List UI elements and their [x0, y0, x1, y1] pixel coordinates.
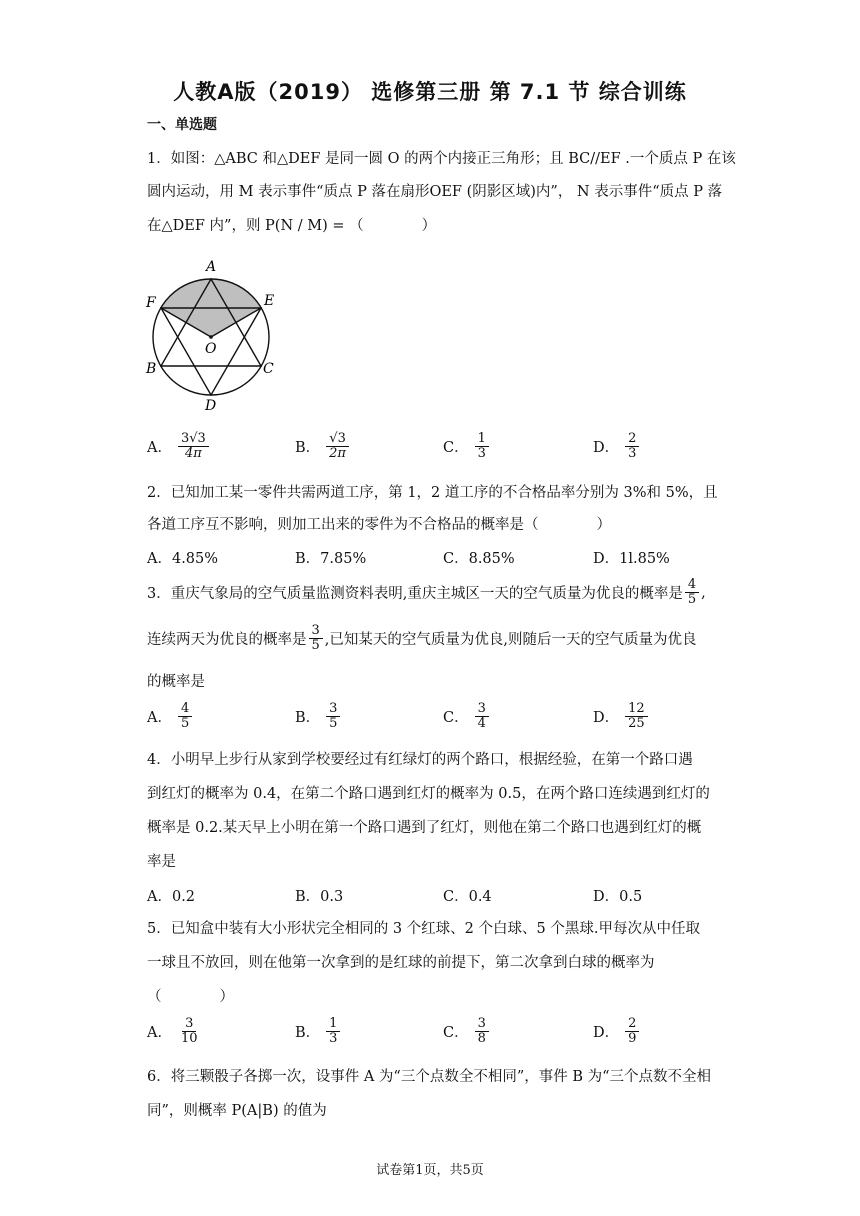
fraction: $\frac{4}{5}$ — [685, 578, 699, 608]
q3-line-1: 3．重庆气象局的空气质量监测资料表明,重庆主城区一天的空气质量为优良的概率是 $\frac{4}{5}$ , — [147, 577, 706, 608]
q5-option-d[interactable]: D． $\frac{2}{9}$ — [593, 1017, 641, 1047]
q4-line-1: 4．小明早上步行从家到学校要经过有红绿灯的两个路口，根据经验，在第一个路口遇 — [147, 752, 693, 768]
fraction: $\frac{3}{5}$ — [326, 702, 340, 732]
q4-option-a[interactable]: A．0.2 — [147, 889, 196, 905]
fraction: $\frac{3}{5}$ — [309, 624, 323, 654]
q4-option-c[interactable]: C．0.4 — [443, 889, 492, 905]
fraction: $\frac{3√3}{4\pi}$ — [178, 432, 209, 462]
q2-line-1: 2．已知加工某一零件共需两道工序，第 1，2 道工序的不合格品率分别为 3%和 5%，且 — [147, 485, 718, 501]
q2-option-c[interactable]: C．8.85% — [443, 551, 515, 567]
q1-option-c[interactable]: C． $\frac{1}{3}$ — [443, 432, 491, 462]
q5-line-3: （ ） — [147, 989, 234, 1005]
q3-option-a[interactable]: A． $\frac{4}{5}$ — [147, 702, 194, 732]
q5-option-a[interactable]: A． $\frac{3}{10}$ — [147, 1017, 203, 1047]
q4-option-d[interactable]: D．0.5 — [593, 889, 643, 905]
q5-line-1: 5．已知盒中装有大小形状完全相同的 3 个红球、2 个白球、5 个黑球.甲每次从中任取 — [147, 921, 700, 937]
fraction: $\frac{1}{3}$ — [475, 432, 489, 462]
q4-line-3: 概率是 0.2.某天早上小明在第一个路口遇到了红灯，则他在第二个路口也遇到红灯的概 — [147, 820, 702, 836]
page-title: 人教A版（2019） 选修第三册 第 7.1 节 综合训练 — [173, 80, 687, 104]
q1-option-b[interactable]: B． $\frac{√3}{2\pi}$ — [295, 432, 351, 462]
q2-option-b[interactable]: B．7.85% — [295, 551, 367, 567]
fraction: $\frac{2}{3}$ — [625, 432, 639, 462]
label-a: A — [206, 259, 217, 275]
label-d: D — [205, 398, 217, 414]
q1-line-2: 圆内运动，用 M 表示事件“质点 P 落在扇形OEF (阴影区域)内”， N 表示事件“质点 P 落 — [147, 184, 723, 200]
fraction: $\frac{12}{25}$ — [625, 702, 648, 732]
fraction: $\frac{√3}{2\pi}$ — [326, 432, 349, 462]
q4-option-b[interactable]: B．0.3 — [295, 889, 344, 905]
fraction: $\frac{1}{3}$ — [326, 1017, 340, 1047]
q1-figure — [140, 258, 280, 414]
q3-option-c[interactable]: C． $\frac{3}{4}$ — [443, 702, 491, 732]
label-f: F — [146, 295, 156, 311]
fraction: $\frac{3}{10}$ — [180, 1016, 198, 1047]
q3-option-d[interactable]: D． $\frac{12}{25}$ — [593, 702, 650, 732]
label-e: E — [264, 293, 275, 309]
q1-line-1: 1．如图：△ABC 和△DEF 是同一圆 O 的两个内接正三角形；且 BC//EF .一个质点 P 在该 — [147, 151, 736, 167]
label-c: C — [263, 361, 274, 377]
q6-line-1: 6．将三颗骰子各掷一次，设事件 A 为“三个点数全不相同”，事件 B 为“三个点数不全相 — [147, 1069, 712, 1085]
q4-line-2: 到红灯的概率为 0.4，在第二个路口遇到红灯的概率为 0.5，在两个路口连续遇到红灯的 — [147, 786, 710, 802]
fraction: $\frac{3}{4}$ — [475, 702, 489, 732]
q2-option-a[interactable]: A．4.85% — [147, 551, 219, 567]
q3-option-b[interactable]: B． $\frac{3}{5}$ — [295, 702, 342, 732]
q4-line-4: 率是 — [147, 854, 176, 870]
section-heading: 一、单选题 — [147, 117, 217, 133]
q2-line-2: 各道工序互不影响，则加工出来的零件为不合格品的概率是（ ） — [147, 517, 611, 533]
q1-option-d[interactable]: D． $\frac{2}{3}$ — [593, 432, 641, 462]
q2-option-d[interactable]: D．1l.85% — [593, 551, 670, 567]
q5-option-c[interactable]: C． $\frac{3}{8}$ — [443, 1017, 491, 1047]
q3-line-2: 连续两天为优良的概率是 $\frac{3}{5}$ ,已知某天的空气质量为优良,则随后一天的空气质量为优良 — [147, 623, 697, 654]
q5-option-b[interactable]: B． $\frac{1}{3}$ — [295, 1017, 342, 1047]
fraction: $\frac{3}{8}$ — [475, 1017, 489, 1047]
q3-line-3: 的概率是 — [147, 674, 205, 690]
q1-option-a[interactable]: A． $\frac{3√3}{4\pi}$ — [147, 432, 211, 462]
q1-line-3: 在△DEF 内”，则 P(N / M) = （ ） — [147, 218, 437, 234]
q5-line-2: 一球且不放回，则在他第一次拿到的是红球的前提下，第二次拿到白球的概率为 — [147, 955, 655, 971]
label-o: O — [205, 341, 217, 357]
fraction: $\frac{2}{9}$ — [625, 1017, 639, 1047]
page-footer: 试卷第1页，共5页 — [376, 1163, 484, 1178]
fraction: $\frac{4}{5}$ — [178, 702, 192, 732]
q6-line-2: 同”，则概率 P(A|B) 的值为 — [147, 1103, 327, 1119]
label-b: B — [146, 361, 157, 377]
